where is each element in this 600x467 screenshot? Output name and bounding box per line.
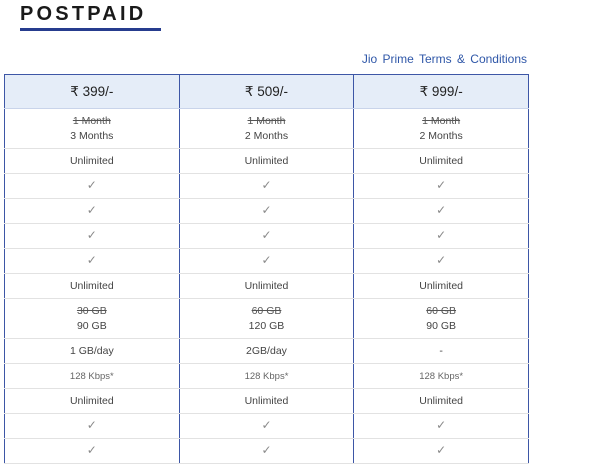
daily-limit-row xyxy=(5,339,529,364)
table-cell: Unlimited xyxy=(354,149,529,174)
voice-row xyxy=(5,149,529,174)
check-icon: ✓ xyxy=(436,253,447,267)
plan-price: ₹ 399/- xyxy=(5,75,180,109)
table-cell xyxy=(5,199,180,224)
check-icon: ✓ xyxy=(436,228,447,242)
table-cell: Unlimited xyxy=(354,274,529,299)
table-cell: - xyxy=(354,339,529,364)
table-cell xyxy=(5,299,180,339)
table-cell xyxy=(354,174,529,199)
table-cell xyxy=(179,414,354,439)
validity-old: 1 Month xyxy=(72,114,111,127)
table-cell xyxy=(354,249,529,274)
check-icon: ✓ xyxy=(261,443,272,457)
table-cell xyxy=(5,414,180,439)
table-cell xyxy=(179,439,354,464)
table-cell xyxy=(179,174,354,199)
check-icon: ✓ xyxy=(86,418,97,432)
validity-old: 1 Month xyxy=(247,114,286,127)
data-new: 120 GB xyxy=(248,319,285,332)
table-cell xyxy=(5,174,180,199)
feature-row xyxy=(5,414,529,439)
feature-row xyxy=(5,439,529,464)
table-cell xyxy=(354,109,529,149)
check-icon: ✓ xyxy=(261,178,272,192)
check-icon: ✓ xyxy=(436,418,447,432)
table-cell: 128 Kbps* xyxy=(354,364,529,389)
table-cell: 128 Kbps* xyxy=(179,364,354,389)
table-cell: 128 Kbps* xyxy=(5,364,180,389)
data-old: 30 GB xyxy=(76,304,107,317)
plan-price: ₹ 509/- xyxy=(179,75,354,109)
plans-table xyxy=(4,74,529,464)
validity-row xyxy=(5,109,529,149)
check-icon: ✓ xyxy=(436,443,447,457)
table-cell: 1 GB/day xyxy=(5,339,180,364)
table-cell xyxy=(5,439,180,464)
feature-row xyxy=(5,174,529,199)
check-icon: ✓ xyxy=(86,253,97,267)
price-row xyxy=(5,75,529,109)
data-new: 90 GB xyxy=(426,319,457,332)
check-icon: ✓ xyxy=(261,418,272,432)
table-cell xyxy=(179,224,354,249)
check-icon: ✓ xyxy=(86,178,97,192)
data-old: 60 GB xyxy=(251,304,282,317)
feature-row xyxy=(5,224,529,249)
table-cell: Unlimited xyxy=(5,149,180,174)
validity-old: 1 Month xyxy=(422,114,461,127)
check-icon: ✓ xyxy=(436,203,447,217)
table-cell: Unlimited xyxy=(179,149,354,174)
check-icon: ✓ xyxy=(86,228,97,242)
terms-conditions-link[interactable]: Jio Prime Terms & Conditions xyxy=(361,52,527,66)
table-cell xyxy=(179,109,354,149)
feature-row xyxy=(5,199,529,224)
table-cell xyxy=(179,199,354,224)
title-underline xyxy=(20,28,161,31)
check-icon: ✓ xyxy=(261,203,272,217)
table-cell xyxy=(179,249,354,274)
check-icon: ✓ xyxy=(86,203,97,217)
table-cell: Unlimited xyxy=(5,274,180,299)
table-cell xyxy=(5,249,180,274)
table-cell xyxy=(5,109,180,149)
page-title: POSTPAID xyxy=(20,3,147,25)
table-cell: Unlimited xyxy=(179,274,354,299)
table-cell: 2GB/day xyxy=(179,339,354,364)
table-cell xyxy=(179,299,354,339)
table-cell xyxy=(354,439,529,464)
table-cell xyxy=(354,224,529,249)
sms-row xyxy=(5,274,529,299)
table-cell xyxy=(5,224,180,249)
validity-new: 2 Months xyxy=(419,129,463,142)
table-cell xyxy=(354,414,529,439)
check-icon: ✓ xyxy=(436,178,447,192)
table-cell: Unlimited xyxy=(179,389,354,414)
plan-price: ₹ 999/- xyxy=(354,75,529,109)
table-cell xyxy=(354,299,529,339)
table-cell: Unlimited xyxy=(5,389,180,414)
apps-row xyxy=(5,389,529,414)
table-cell xyxy=(354,199,529,224)
data-new: 90 GB xyxy=(76,319,107,332)
feature-row xyxy=(5,249,529,274)
data-old: 60 GB xyxy=(426,304,457,317)
speed-row xyxy=(5,364,529,389)
validity-new: 2 Months xyxy=(244,129,289,142)
check-icon: ✓ xyxy=(86,443,97,457)
table-cell: Unlimited xyxy=(354,389,529,414)
validity-new: 3 Months xyxy=(70,129,114,142)
check-icon: ✓ xyxy=(261,228,272,242)
check-icon: ✓ xyxy=(261,253,272,267)
data-row xyxy=(5,299,529,339)
